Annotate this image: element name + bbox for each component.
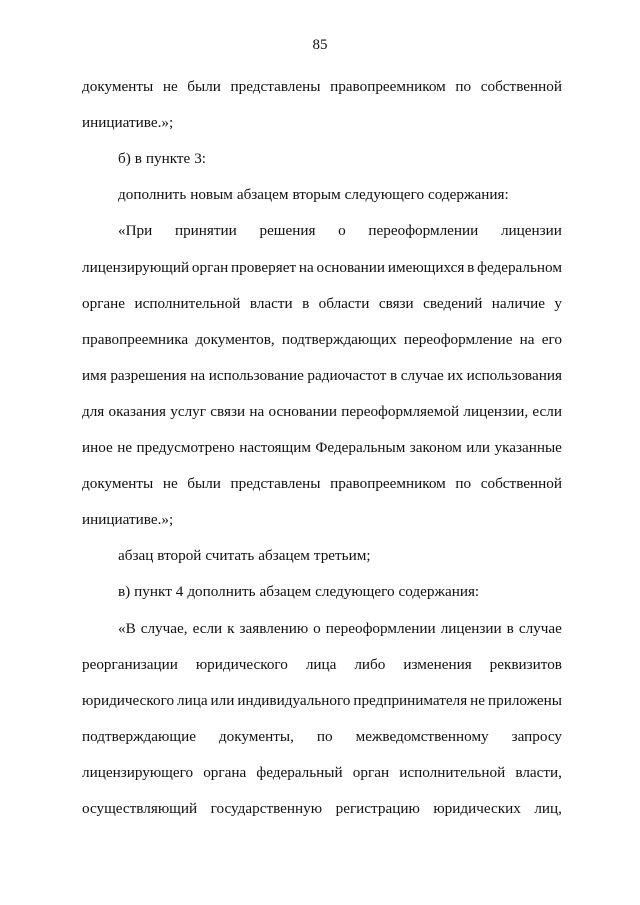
word: его xyxy=(541,331,562,348)
word: случае xyxy=(518,620,562,637)
word: лицензии xyxy=(500,222,562,239)
word: абзацем xyxy=(236,186,289,203)
word: документы, xyxy=(218,728,294,745)
word: если xyxy=(192,620,223,637)
word: решения xyxy=(259,222,316,239)
word: на xyxy=(190,367,206,384)
word: правопреемником xyxy=(330,475,446,492)
text-line xyxy=(118,618,562,640)
word: имеющихся xyxy=(387,259,465,276)
word: были xyxy=(187,475,221,492)
word: иное xyxy=(82,439,113,456)
word: к xyxy=(227,620,235,637)
word: услуг xyxy=(170,403,207,420)
word: б) xyxy=(118,150,131,167)
word: межведомственному xyxy=(355,728,489,745)
word: на xyxy=(249,403,265,420)
word: власти xyxy=(249,295,293,312)
word: второй xyxy=(157,547,202,564)
word: юридических xyxy=(433,800,521,817)
word: области xyxy=(318,295,370,312)
word: предпринимателя xyxy=(353,692,468,709)
word: запросу xyxy=(511,728,562,745)
word: реквизитов xyxy=(489,656,562,673)
word: пункте xyxy=(145,150,191,167)
text-line xyxy=(82,726,562,748)
word: о xyxy=(313,620,321,637)
word: орган xyxy=(352,764,390,781)
text-line xyxy=(118,184,562,206)
word: органа xyxy=(203,764,247,781)
word: переоформлении xyxy=(325,620,436,637)
word: лицензии xyxy=(440,620,502,637)
word: связи xyxy=(210,403,246,420)
word: в xyxy=(506,620,514,637)
word: лицензии, xyxy=(463,403,529,420)
word: дополнить xyxy=(187,583,256,600)
word: пункт xyxy=(134,583,172,600)
word: наличие xyxy=(491,295,545,312)
word: не xyxy=(117,439,133,456)
word: орган xyxy=(191,259,229,276)
word: собственной xyxy=(480,78,562,95)
word: изменения xyxy=(403,656,472,673)
word: или xyxy=(210,692,235,709)
word: сведений xyxy=(423,295,483,312)
word: предусмотрено xyxy=(136,439,235,456)
word: федеральный xyxy=(256,764,343,781)
word: если xyxy=(532,403,562,420)
word: третьим; xyxy=(313,547,371,564)
text-line xyxy=(118,220,562,242)
word: были xyxy=(187,78,221,95)
word: по xyxy=(316,728,333,745)
word: либо xyxy=(354,656,386,673)
word: случае xyxy=(400,367,444,384)
word: органе xyxy=(82,295,126,312)
word: правопреемника xyxy=(82,331,189,348)
word: юридического xyxy=(195,656,288,673)
word: переоформляемой xyxy=(341,403,460,420)
word: лица xyxy=(305,656,337,673)
word: документов, xyxy=(195,331,275,348)
word: «При xyxy=(118,222,153,239)
text-line xyxy=(82,654,562,676)
word: регистрацию xyxy=(335,800,420,817)
word: следующего xyxy=(315,583,395,600)
word: проверяет xyxy=(230,259,297,276)
word: настоящим xyxy=(239,439,311,456)
text-line xyxy=(82,112,562,134)
word: реорганизации xyxy=(82,656,178,673)
word: связи xyxy=(378,295,414,312)
word: основании xyxy=(316,259,386,276)
word: радиочастот xyxy=(307,367,387,384)
text-line xyxy=(82,690,562,712)
word: или xyxy=(466,439,491,456)
page-number: 85 xyxy=(312,37,328,53)
word: переоформление xyxy=(403,331,513,348)
word: разрешения xyxy=(110,367,187,384)
word: на xyxy=(298,259,314,276)
word: случае, xyxy=(140,620,188,637)
word: заявлению xyxy=(239,620,309,637)
text-line xyxy=(82,437,562,459)
text-line xyxy=(82,76,562,98)
word: инициативе.»; xyxy=(82,114,174,131)
word: правопреемником xyxy=(330,78,446,95)
word: в xyxy=(134,150,142,167)
word: указанные xyxy=(494,439,562,456)
text-line xyxy=(82,798,562,820)
word: абзац xyxy=(118,547,154,564)
word: о xyxy=(338,222,346,239)
word: осуществляющий xyxy=(82,800,198,817)
text-line xyxy=(82,401,562,423)
word: не xyxy=(470,692,486,709)
word: подтверждающие xyxy=(82,728,196,745)
word: использования xyxy=(466,367,562,384)
word: исполнительной xyxy=(134,295,241,312)
word: следующего xyxy=(344,186,425,203)
word: принятии xyxy=(174,222,237,239)
text-line xyxy=(82,762,562,784)
text-line xyxy=(82,509,562,531)
word: индивидуального xyxy=(237,692,351,709)
word: документы xyxy=(82,78,154,95)
word: исполнительной xyxy=(399,764,506,781)
word: по xyxy=(455,475,472,492)
word: представлены xyxy=(230,475,321,492)
word: использование xyxy=(208,367,304,384)
word: переоформлении xyxy=(368,222,479,239)
word: дополнить xyxy=(118,186,187,203)
word: содержания: xyxy=(398,583,480,600)
word: у xyxy=(554,295,562,312)
word: в xyxy=(467,259,475,276)
word: по xyxy=(455,78,472,95)
word: новым xyxy=(190,186,233,203)
word: в xyxy=(389,367,398,384)
word: государственную xyxy=(210,800,323,817)
word: на xyxy=(519,331,535,348)
text-line xyxy=(118,545,562,567)
word: основании xyxy=(268,403,337,420)
word: законом xyxy=(409,439,462,456)
word: федеральном xyxy=(477,259,562,276)
word: собственной xyxy=(480,475,562,492)
text-line xyxy=(118,148,562,170)
word: власти, xyxy=(515,764,562,781)
word: абзацем xyxy=(258,547,310,564)
word: в xyxy=(302,295,310,312)
word: 3: xyxy=(194,150,207,167)
word: не xyxy=(162,78,178,95)
word: документы xyxy=(82,475,154,492)
word: подтверждающих xyxy=(281,331,397,348)
word: содержания: xyxy=(428,186,509,203)
word: «В xyxy=(118,620,136,637)
text-line xyxy=(82,293,562,315)
word: оказания xyxy=(108,403,167,420)
word: вторым xyxy=(292,186,341,203)
word: для xyxy=(82,403,105,420)
text-line xyxy=(82,365,562,387)
word: их xyxy=(447,367,464,384)
word: имя xyxy=(82,367,107,384)
text-line xyxy=(82,257,562,279)
word: абзацем xyxy=(259,583,312,600)
word: лицензирующий xyxy=(82,259,190,276)
word: считать xyxy=(205,547,255,564)
word: юридического xyxy=(82,692,175,709)
word: 4 xyxy=(175,583,184,600)
word: не xyxy=(162,475,178,492)
word: лица xyxy=(177,692,208,709)
text-line xyxy=(118,581,562,603)
word: Федеральным xyxy=(315,439,406,456)
word: приложены xyxy=(487,692,562,709)
word: представлены xyxy=(230,78,321,95)
word: лицензирующего xyxy=(82,764,194,781)
word: в) xyxy=(118,583,131,600)
text-line xyxy=(82,473,562,495)
word: инициативе.»; xyxy=(82,511,174,528)
word: лиц, xyxy=(534,800,562,817)
text-line xyxy=(82,329,562,351)
